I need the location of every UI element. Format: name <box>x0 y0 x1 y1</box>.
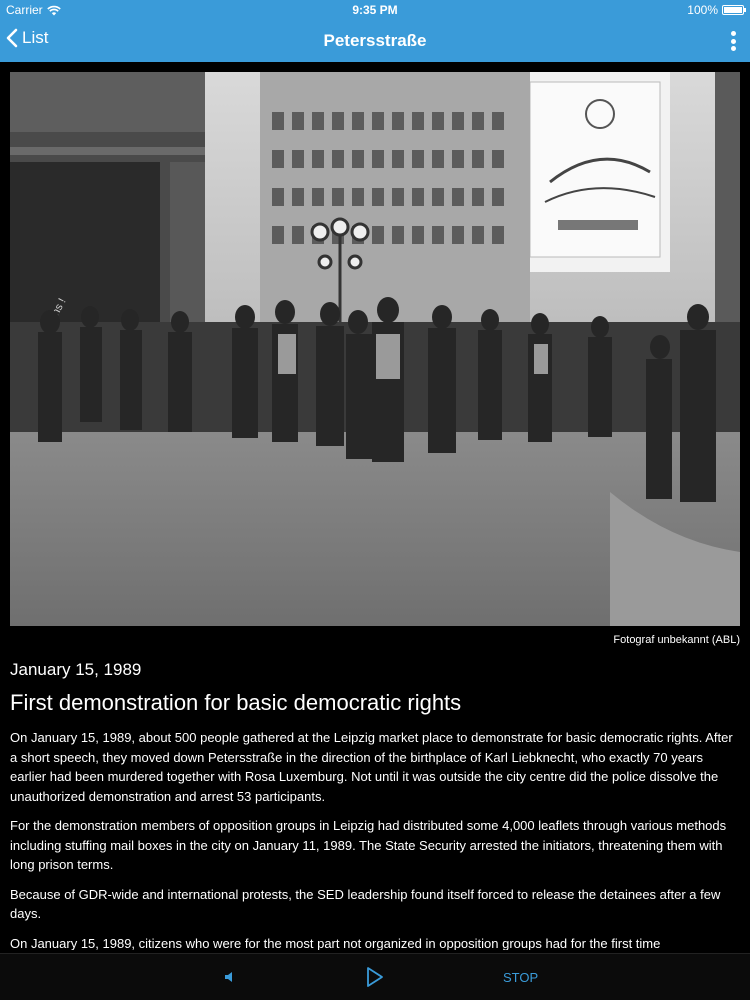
speaker-button[interactable] <box>221 968 239 986</box>
chevron-left-icon <box>6 28 18 48</box>
back-label: List <box>22 28 49 47</box>
more-menu-button[interactable] <box>728 29 738 53</box>
status-bar <box>0 0 750 20</box>
stop-button[interactable]: STOP <box>503 970 539 985</box>
photo-illustration <box>10 72 740 626</box>
photo-caption: Fotograf unbekannt (ABL) <box>613 634 740 646</box>
play-button[interactable] <box>365 966 385 988</box>
more-vertical-icon-dot <box>731 39 736 44</box>
photo-sign-text: uns ! <box>46 296 69 324</box>
article-paragraph: Because of GDR-wide and international protests, the SED leadership found itself forced to release the detainees after a few days. <box>10 886 721 921</box>
article-paragraph: On January 15, 1989, about 500 people gathered at the Leipzig market place to demonstrate for basic democratic rights. After a short speech, they moved down Petersstraße in the direction of the birthplace of Karl Liebknecht, who exactly 70 years earlier had been murdered together with Rosa Luxemburg. Not until it was outside the city centre did the police dissolve the unauthorized demonstration and arrest 53 participants. <box>10 730 733 804</box>
battery-info <box>687 3 744 17</box>
battery-percent: 100% <box>687 3 718 17</box>
navigation-bar <box>0 20 750 62</box>
more-vertical-icon <box>731 31 736 36</box>
article-body[interactable] <box>10 728 740 950</box>
historical-photo <box>10 72 740 626</box>
article-date: January 15, 1989 <box>10 660 142 679</box>
page-title: Petersstraße <box>323 31 427 50</box>
audio-player-bar <box>0 953 750 1000</box>
battery-icon <box>722 5 744 15</box>
status-time: 9:35 PM <box>352 3 398 17</box>
article-title: First demonstration for basic democratic rights <box>10 690 462 715</box>
speaker-icon <box>221 968 239 986</box>
article-paragraph: On January 15, 1989, citizens who were for the most part not organized in opposition groups had for the first time <box>10 935 661 950</box>
article-paragraph: For the demonstration members of opposition groups in Leipzig had distributed some 4,000 leaflets through various methods including stuffing mail boxes in the city on January 11, 1989. The State Security arrested the initiators, threatening them with long prison terms. <box>10 818 727 872</box>
more-vertical-icon-dot <box>731 46 736 51</box>
back-button[interactable] <box>6 28 48 48</box>
play-icon <box>365 966 385 988</box>
carrier-label: Carrier <box>6 3 43 17</box>
